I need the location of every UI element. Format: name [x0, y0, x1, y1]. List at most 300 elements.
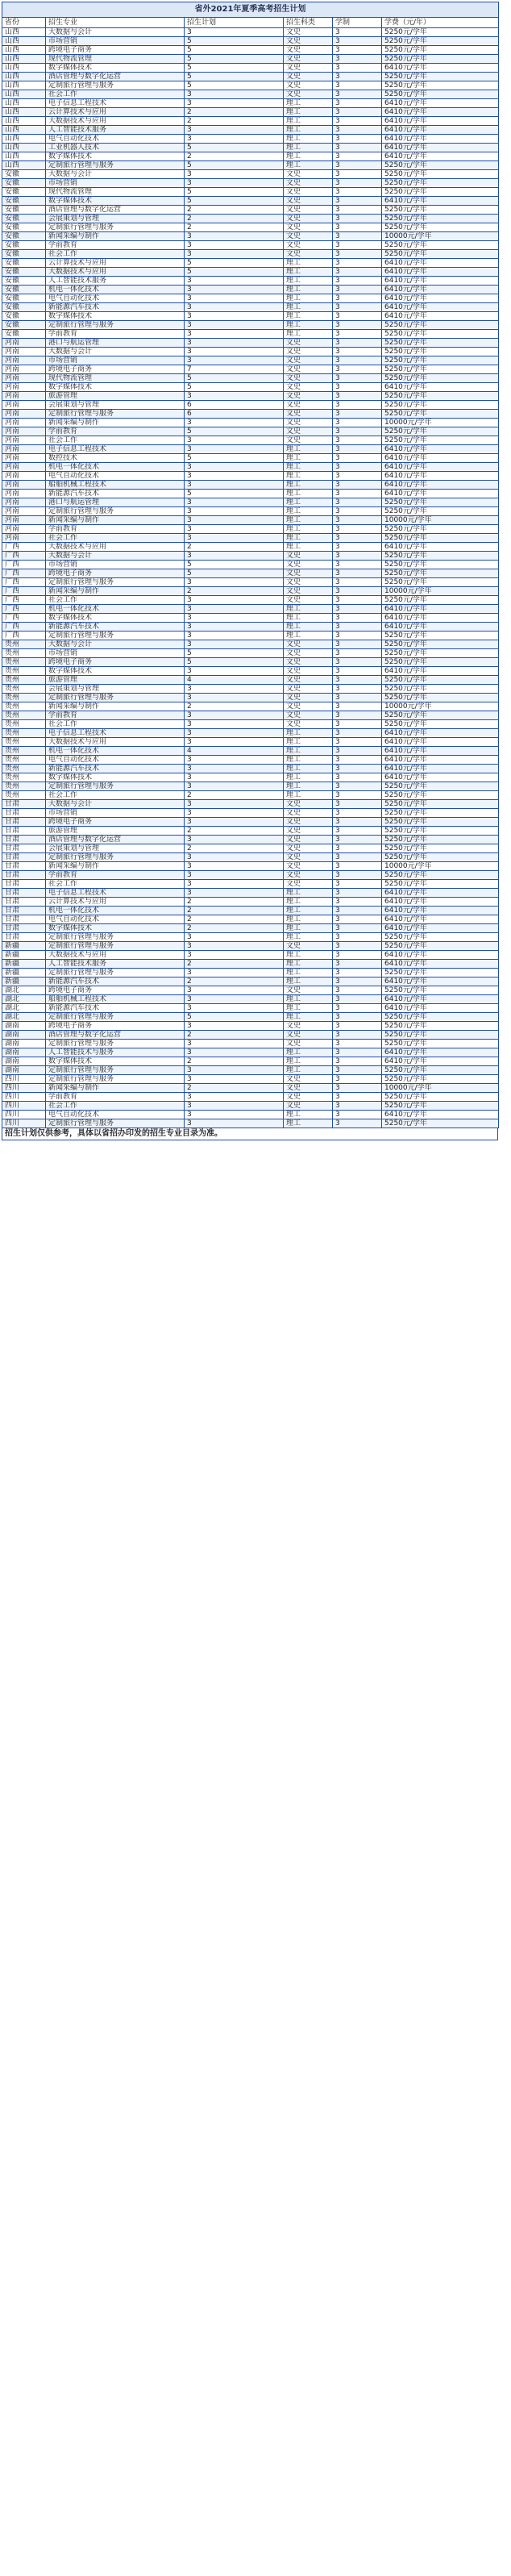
plan-cell: 3 [185, 1075, 284, 1084]
major-cell: 定制旅行管理与服务 [46, 223, 185, 232]
table-row [2, 223, 499, 232]
category-cell: 文史 [284, 383, 333, 392]
plan-cell: 3 [185, 392, 284, 401]
plan-cell: 3 [185, 525, 284, 534]
table-row [2, 915, 499, 924]
plan-cell: 3 [185, 889, 284, 898]
tuition-cell: 5250元/学年 [382, 348, 499, 356]
plan-cell: 2 [185, 108, 284, 117]
tuition-cell: 6410元/学年 [382, 1004, 499, 1013]
duration-cell: 3 [333, 552, 382, 561]
table-row [2, 241, 499, 250]
major-cell: 机电一体化技术 [46, 286, 185, 294]
table-row [2, 649, 499, 658]
major-cell: 定制旅行管理与服务 [46, 1040, 185, 1048]
category-cell: 文史 [284, 90, 333, 99]
category-cell: 理工 [284, 445, 333, 454]
duration-cell: 3 [333, 1048, 382, 1057]
major-cell: 数字媒体技术 [46, 1057, 185, 1066]
plan-cell: 5 [185, 268, 284, 277]
category-cell: 理工 [284, 507, 333, 516]
table-row [2, 312, 499, 321]
tuition-cell: 5250元/学年 [382, 37, 499, 46]
table-row [2, 543, 499, 552]
duration-cell: 3 [333, 339, 382, 348]
tuition-cell: 6410元/学年 [382, 889, 499, 898]
table-row [2, 827, 499, 836]
tuition-cell: 5250元/学年 [382, 73, 499, 81]
major-cell: 定制旅行管理与服务 [46, 507, 185, 516]
major-cell: 旅游管理 [46, 827, 185, 836]
province-cell: 山西 [2, 126, 46, 135]
category-cell: 理工 [284, 765, 333, 773]
major-cell: 电气自动化技术 [46, 1111, 185, 1119]
province-cell: 安徽 [2, 170, 46, 179]
category-cell: 文史 [284, 241, 333, 250]
duration-cell: 3 [333, 330, 382, 339]
table-row [2, 640, 499, 649]
province-cell: 贵州 [2, 791, 46, 800]
table-row [2, 969, 499, 977]
tuition-cell: 6410元/学年 [382, 135, 499, 144]
tuition-cell: 5250元/学年 [382, 720, 499, 729]
duration-cell: 3 [333, 55, 382, 64]
column-header-category: 招生科类 [284, 18, 333, 28]
plan-cell: 2 [185, 898, 284, 907]
tuition-cell: 6410元/学年 [382, 773, 499, 782]
plan-cell: 3 [185, 516, 284, 525]
province-cell: 河南 [2, 525, 46, 534]
category-cell: 文史 [284, 880, 333, 889]
category-cell: 文史 [284, 561, 333, 569]
tuition-cell: 5250元/学年 [382, 969, 499, 977]
plan-cell: 5 [185, 490, 284, 498]
major-cell: 大数据技术与应用 [46, 951, 185, 960]
tuition-cell: 10000元/学年 [382, 862, 499, 871]
duration-cell: 3 [333, 223, 382, 232]
duration-cell: 3 [333, 436, 382, 445]
province-cell: 河南 [2, 445, 46, 454]
category-cell: 理工 [284, 321, 333, 330]
province-cell: 贵州 [2, 747, 46, 756]
major-cell: 港口与航运管理 [46, 498, 185, 507]
major-cell: 机电一体化技术 [46, 907, 185, 915]
major-cell: 数字媒体技术 [46, 614, 185, 623]
province-cell: 广西 [2, 587, 46, 596]
major-cell: 电子信息工程技术 [46, 729, 185, 738]
plan-cell: 5 [185, 64, 284, 73]
duration-cell: 3 [333, 73, 382, 81]
major-cell: 人工智能技术服务 [46, 126, 185, 135]
duration-cell: 3 [333, 836, 382, 844]
major-cell: 市场营销 [46, 179, 185, 188]
category-cell: 文史 [284, 55, 333, 64]
tuition-cell: 10000元/学年 [382, 516, 499, 525]
plan-cell: 2 [185, 977, 284, 986]
tuition-cell: 5250元/学年 [382, 685, 499, 694]
table-row [2, 836, 499, 844]
tuition-cell: 6410元/学年 [382, 64, 499, 73]
plan-cell: 5 [185, 658, 284, 667]
table-row [2, 135, 499, 144]
duration-cell: 3 [333, 241, 382, 250]
table-row [2, 277, 499, 286]
major-cell: 学前教育 [46, 525, 185, 534]
category-cell: 理工 [284, 791, 333, 800]
duration-cell: 3 [333, 702, 382, 711]
tuition-cell: 10000元/学年 [382, 702, 499, 711]
table-row [2, 1048, 499, 1057]
duration-cell: 3 [333, 410, 382, 419]
tuition-cell: 5250元/学年 [382, 711, 499, 720]
table-row [2, 152, 499, 161]
major-cell: 现代物流管理 [46, 55, 185, 64]
province-cell: 四川 [2, 1111, 46, 1119]
table-row [2, 64, 499, 73]
plan-cell: 3 [185, 711, 284, 720]
province-cell: 甘肃 [2, 933, 46, 942]
tuition-cell: 6410元/学年 [382, 294, 499, 303]
category-cell: 文史 [284, 685, 333, 694]
tuition-cell: 5250元/学年 [382, 578, 499, 587]
duration-cell: 3 [333, 977, 382, 986]
province-cell: 贵州 [2, 702, 46, 711]
table-row [2, 898, 499, 907]
duration-cell: 3 [333, 534, 382, 543]
tuition-cell: 6410元/学年 [382, 747, 499, 756]
duration-cell: 3 [333, 294, 382, 303]
table-row [2, 552, 499, 561]
table-row [2, 773, 499, 782]
duration-cell: 3 [333, 1031, 382, 1040]
major-cell: 会展策划与管理 [46, 401, 185, 410]
table-row [2, 410, 499, 419]
major-cell: 会展策划与管理 [46, 844, 185, 853]
major-cell: 定制旅行管理与服务 [46, 161, 185, 170]
category-cell: 文史 [284, 392, 333, 401]
category-cell: 文史 [284, 1093, 333, 1102]
major-cell: 学前教育 [46, 330, 185, 339]
duration-cell: 3 [333, 1004, 382, 1013]
province-cell: 安徽 [2, 179, 46, 188]
province-cell: 河南 [2, 463, 46, 472]
province-cell: 河南 [2, 498, 46, 507]
major-cell: 电子信息工程技术 [46, 99, 185, 108]
category-cell: 文史 [284, 827, 333, 836]
province-cell: 甘肃 [2, 853, 46, 862]
table-row [2, 419, 499, 427]
table-footnote: 招生计划仅供参考，具体以省招办印发的招生专业目录为准。 [2, 1128, 498, 1140]
table-row [2, 28, 499, 37]
tuition-cell: 6410元/学年 [382, 117, 499, 126]
plan-cell: 5 [185, 73, 284, 81]
major-cell: 社会工作 [46, 1102, 185, 1111]
major-cell: 社会工作 [46, 596, 185, 605]
tuition-cell: 6410元/学年 [382, 126, 499, 135]
duration-cell: 3 [333, 286, 382, 294]
major-cell: 酒店管理与数字化运营 [46, 1031, 185, 1040]
major-cell: 酒店管理与数字化运营 [46, 73, 185, 81]
duration-cell: 3 [333, 1084, 382, 1093]
plan-cell: 3 [185, 321, 284, 330]
duration-cell: 3 [333, 108, 382, 117]
major-cell: 定制旅行管理与服务 [46, 694, 185, 702]
category-cell: 文史 [284, 809, 333, 818]
duration-cell: 3 [333, 862, 382, 871]
tuition-cell: 5250元/学年 [382, 569, 499, 578]
table-row [2, 862, 499, 871]
duration-cell: 3 [333, 773, 382, 782]
major-cell: 社会工作 [46, 436, 185, 445]
duration-cell: 3 [333, 401, 382, 410]
major-cell: 电气自动化技术 [46, 472, 185, 481]
duration-cell: 3 [333, 915, 382, 924]
province-cell: 四川 [2, 1075, 46, 1084]
major-cell: 跨境电子商务 [46, 658, 185, 667]
duration-cell: 3 [333, 356, 382, 365]
tuition-cell: 5250元/学年 [382, 339, 499, 348]
duration-cell: 3 [333, 445, 382, 454]
category-cell: 文史 [284, 720, 333, 729]
province-cell: 河南 [2, 454, 46, 463]
province-cell: 贵州 [2, 676, 46, 685]
major-cell: 电子信息工程技术 [46, 445, 185, 454]
tuition-cell: 5250元/学年 [382, 427, 499, 436]
plan-cell: 3 [185, 99, 284, 108]
tuition-cell: 5250元/学年 [382, 250, 499, 259]
category-cell: 理工 [284, 747, 333, 756]
duration-cell: 3 [333, 46, 382, 55]
plan-cell: 3 [185, 818, 284, 827]
category-cell: 理工 [284, 773, 333, 782]
table-title: 省外2021年夏季高考招生计划 [2, 2, 499, 18]
province-cell: 广西 [2, 561, 46, 569]
major-cell: 现代物流管理 [46, 374, 185, 383]
province-cell: 湖南 [2, 1048, 46, 1057]
plan-cell: 2 [185, 1031, 284, 1040]
plan-cell: 3 [185, 170, 284, 179]
plan-cell: 3 [185, 605, 284, 614]
major-cell: 市场营销 [46, 561, 185, 569]
table-row [2, 818, 499, 827]
province-cell: 湖北 [2, 1004, 46, 1013]
column-header-province: 省份 [2, 18, 46, 28]
duration-cell: 3 [333, 215, 382, 223]
table-row [2, 507, 499, 516]
province-cell: 安徽 [2, 188, 46, 197]
major-cell: 跨境电子商务 [46, 986, 185, 995]
province-cell: 山西 [2, 152, 46, 161]
table-row [2, 747, 499, 756]
category-cell: 文史 [284, 37, 333, 46]
major-cell: 新闻采编与制作 [46, 419, 185, 427]
plan-cell: 3 [185, 773, 284, 782]
plan-cell: 3 [185, 241, 284, 250]
duration-cell: 3 [333, 1040, 382, 1048]
duration-cell: 3 [333, 649, 382, 658]
major-cell: 新闻采编与制作 [46, 232, 185, 241]
tuition-cell: 10000元/学年 [382, 419, 499, 427]
major-cell: 云计算技术与应用 [46, 898, 185, 907]
major-cell: 现代物流管理 [46, 188, 185, 197]
table-body [2, 28, 499, 1128]
province-cell: 广西 [2, 543, 46, 552]
table-row [2, 605, 499, 614]
tuition-cell: 6410元/学年 [382, 623, 499, 631]
category-cell: 理工 [284, 490, 333, 498]
tuition-cell: 6410元/学年 [382, 951, 499, 960]
table-row [2, 445, 499, 454]
tuition-cell: 5250元/学年 [382, 561, 499, 569]
tuition-cell: 6410元/学年 [382, 490, 499, 498]
duration-cell: 3 [333, 383, 382, 392]
category-cell: 文史 [284, 871, 333, 880]
major-cell: 大数据与会计 [46, 28, 185, 37]
plan-cell: 3 [185, 312, 284, 321]
plan-cell: 5 [185, 188, 284, 197]
tuition-cell: 6410元/学年 [382, 605, 499, 614]
duration-cell: 3 [333, 206, 382, 215]
duration-cell: 3 [333, 658, 382, 667]
major-cell: 会展策划与管理 [46, 215, 185, 223]
plan-cell: 5 [185, 161, 284, 170]
category-cell: 文史 [284, 800, 333, 809]
table-row [2, 99, 499, 108]
table-row [2, 977, 499, 986]
category-cell: 文史 [284, 73, 333, 81]
plan-cell: 3 [185, 534, 284, 543]
plan-cell: 4 [185, 747, 284, 756]
table-row [2, 676, 499, 685]
province-cell: 山西 [2, 73, 46, 81]
tuition-cell: 5250元/学年 [382, 658, 499, 667]
table-row [2, 960, 499, 969]
tuition-cell: 5250元/学年 [382, 170, 499, 179]
plan-cell: 5 [185, 144, 284, 152]
province-cell: 安徽 [2, 303, 46, 312]
plan-cell: 5 [185, 259, 284, 268]
duration-cell: 3 [333, 933, 382, 942]
duration-cell: 3 [333, 543, 382, 552]
plan-cell: 3 [185, 614, 284, 623]
table-row [2, 631, 499, 640]
duration-cell: 3 [333, 1057, 382, 1066]
plan-cell: 3 [185, 179, 284, 188]
tuition-cell: 6410元/学年 [382, 995, 499, 1004]
table-row [2, 339, 499, 348]
table-row [2, 1040, 499, 1048]
duration-cell: 3 [333, 924, 382, 933]
category-cell: 文史 [284, 46, 333, 55]
tuition-cell: 6410元/学年 [382, 924, 499, 933]
plan-cell: 4 [185, 676, 284, 685]
category-cell: 文史 [284, 206, 333, 215]
province-cell: 广西 [2, 578, 46, 587]
major-cell: 跨境电子商务 [46, 569, 185, 578]
major-cell: 数字媒体技术 [46, 924, 185, 933]
duration-cell: 3 [333, 587, 382, 596]
category-cell: 理工 [284, 259, 333, 268]
major-cell: 人工智能技术服务 [46, 277, 185, 286]
duration-cell: 3 [333, 419, 382, 427]
province-cell: 山西 [2, 161, 46, 170]
category-cell: 理工 [284, 605, 333, 614]
province-cell: 甘肃 [2, 862, 46, 871]
duration-cell: 3 [333, 889, 382, 898]
tuition-cell: 5250元/学年 [382, 401, 499, 410]
tuition-cell: 5250元/学年 [382, 1075, 499, 1084]
major-cell: 大数据技术与应用 [46, 738, 185, 747]
province-cell: 山西 [2, 55, 46, 64]
province-cell: 甘肃 [2, 880, 46, 889]
major-cell: 新闻采编与制作 [46, 1084, 185, 1093]
tuition-cell: 6410元/学年 [382, 277, 499, 286]
category-cell: 理工 [284, 1066, 333, 1075]
table-row [2, 658, 499, 667]
tuition-cell: 5250元/学年 [382, 392, 499, 401]
table-row [2, 809, 499, 818]
province-cell: 山西 [2, 90, 46, 99]
plan-cell: 2 [185, 1084, 284, 1093]
province-cell: 山西 [2, 108, 46, 117]
plan-cell: 3 [185, 419, 284, 427]
province-cell: 广西 [2, 614, 46, 623]
plan-cell: 5 [185, 81, 284, 90]
duration-cell: 3 [333, 37, 382, 46]
major-cell: 大数据与会计 [46, 640, 185, 649]
category-cell: 理工 [284, 1119, 333, 1128]
province-cell: 湖南 [2, 1031, 46, 1040]
column-header-duration: 学制 [333, 18, 382, 28]
province-cell: 贵州 [2, 667, 46, 676]
plan-cell: 3 [185, 481, 284, 490]
plan-cell: 3 [185, 507, 284, 516]
category-cell: 理工 [284, 614, 333, 623]
major-cell: 定制旅行管理与服务 [46, 933, 185, 942]
duration-cell: 3 [333, 64, 382, 73]
category-cell: 文史 [284, 215, 333, 223]
category-cell: 理工 [284, 623, 333, 631]
category-cell: 理工 [284, 108, 333, 117]
province-cell: 湖北 [2, 986, 46, 995]
major-cell: 新能源汽车技术 [46, 765, 185, 773]
plan-cell: 3 [185, 933, 284, 942]
duration-cell: 3 [333, 126, 382, 135]
table-row [2, 1022, 499, 1031]
province-cell: 山西 [2, 37, 46, 46]
duration-cell: 3 [333, 711, 382, 720]
province-cell: 甘肃 [2, 809, 46, 818]
tuition-cell: 6410元/学年 [382, 667, 499, 676]
province-cell: 广西 [2, 631, 46, 640]
category-cell: 文史 [284, 596, 333, 605]
category-cell: 文史 [284, 170, 333, 179]
table-row [2, 117, 499, 126]
category-cell: 文史 [284, 818, 333, 827]
category-cell: 文史 [284, 179, 333, 188]
tuition-cell: 5250元/学年 [382, 640, 499, 649]
table-row [2, 286, 499, 294]
category-cell: 文史 [284, 365, 333, 374]
table-row [2, 259, 499, 268]
table-row [2, 90, 499, 99]
province-cell: 安徽 [2, 197, 46, 206]
tuition-cell: 6410元/学年 [382, 481, 499, 490]
duration-cell: 3 [333, 880, 382, 889]
tuition-cell: 5250元/学年 [382, 809, 499, 818]
duration-cell: 3 [333, 268, 382, 277]
major-cell: 港口与航运管理 [46, 339, 185, 348]
